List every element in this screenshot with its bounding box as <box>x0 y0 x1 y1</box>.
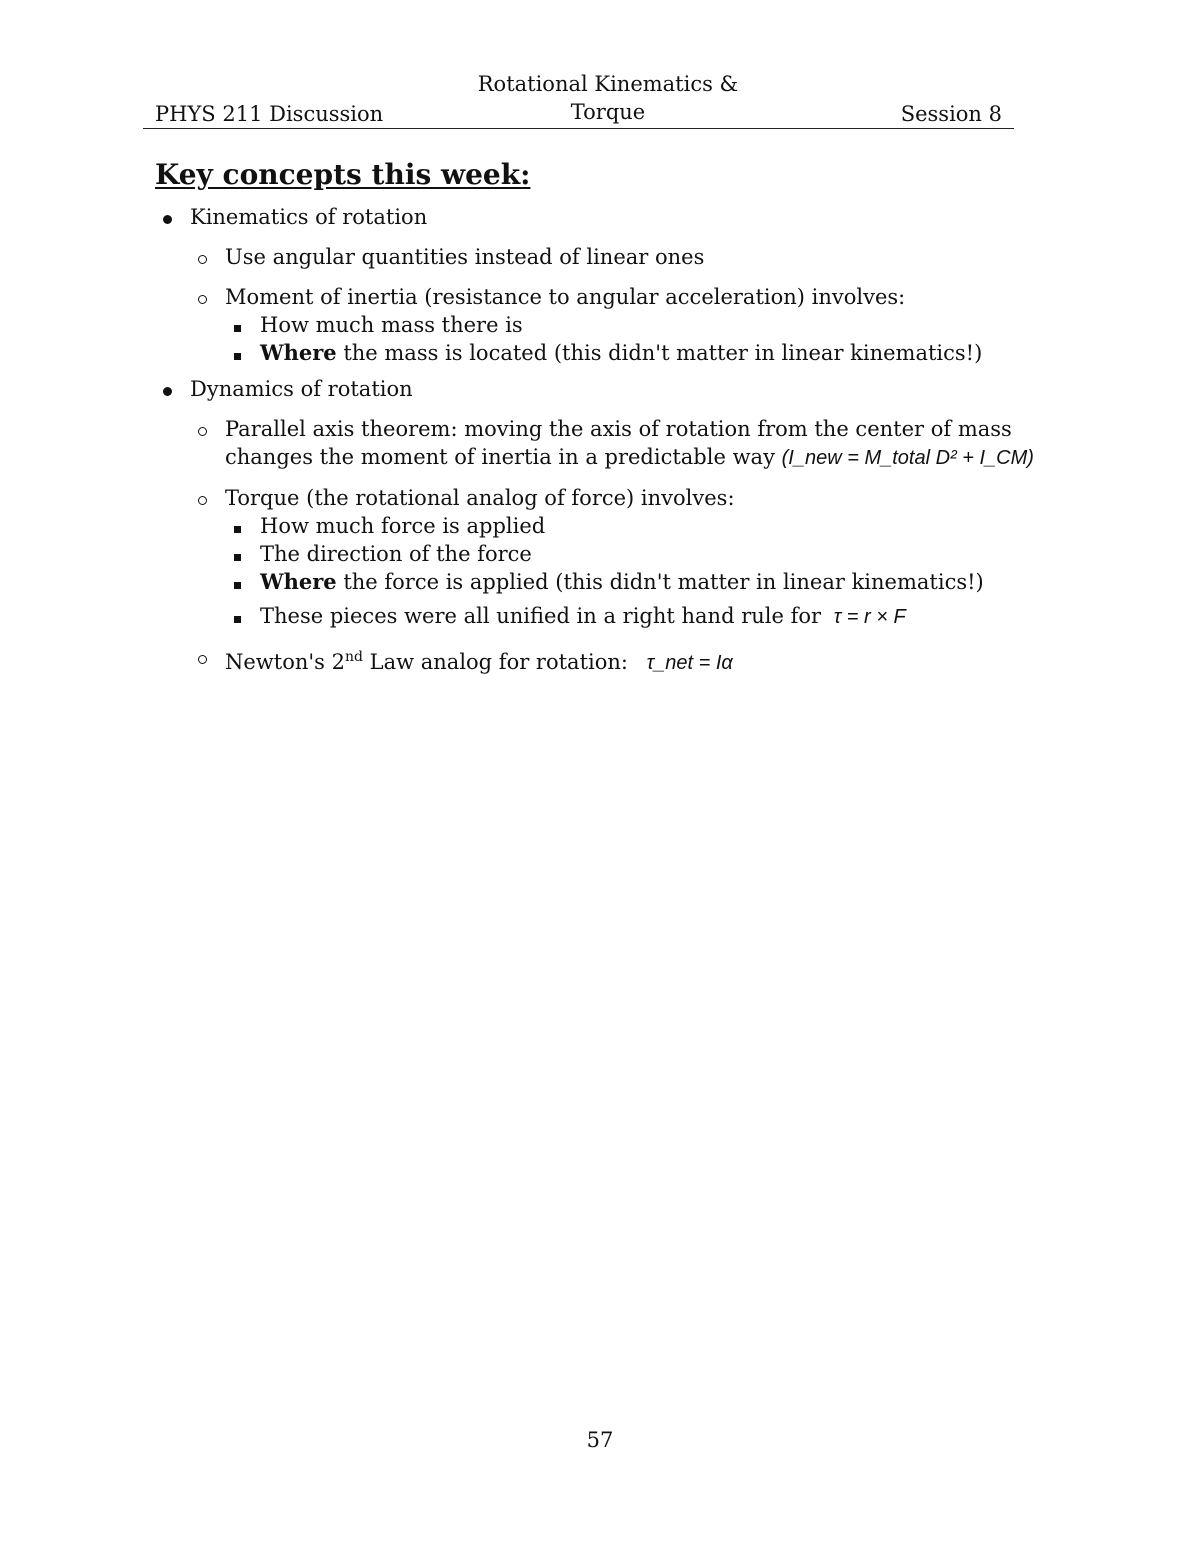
square-bullet-icon <box>225 311 249 339</box>
list-item-kinematics <box>155 203 1055 367</box>
sub-sub-item-text: These pieces were all unified in a right hand rule for <box>260 604 822 628</box>
circle-bullet-icon <box>190 243 214 271</box>
list-item-text: Dynamics of rotation <box>190 377 413 401</box>
circle-bullet-icon <box>190 484 214 512</box>
page-header <box>143 72 1014 129</box>
sub-sub-item-text: How much mass there is <box>260 313 523 337</box>
circle-bullet-icon <box>190 415 214 443</box>
parallel-axis-equation: (I_new = M_total D² + I_CM) <box>781 447 1034 469</box>
sub-item-text: Law analog for rotation: <box>362 650 628 674</box>
rotational-newton-equation: τ_net = Iα <box>646 652 733 674</box>
sub-item-text: Moment of inertia (resistance to angular acceleration) involves: <box>225 285 906 309</box>
emphasis-text: Where <box>260 569 337 594</box>
list-item-text: Kinematics of rotation <box>190 205 428 229</box>
sub-item-text: Parallel axis theorem: moving the axis of rotation from the center of mass changes the moment of inertia in a predictable way <box>225 417 1012 469</box>
square-bullet-icon <box>225 568 249 596</box>
square-bullet-icon <box>225 602 249 630</box>
page-number: 57 <box>586 1428 614 1452</box>
sub-item-text: Use angular quantities instead of linear ones <box>225 245 705 269</box>
list-item-dynamics <box>155 375 1055 677</box>
torque-cross-product-equation: τ = r × F <box>833 606 906 628</box>
key-concepts-list <box>155 203 1055 677</box>
sub-item-parallel-axis <box>190 415 1055 472</box>
sub-item-text: Newton's 2 <box>225 650 345 674</box>
square-bullet-icon <box>225 339 249 367</box>
sub-sub-item-text: How much force is applied <box>260 514 546 538</box>
section-heading: Key concepts this week: <box>155 158 531 191</box>
sub-item-text: Torque (the rotational analog of force) involves: <box>225 486 735 510</box>
bullet-icon <box>155 203 179 231</box>
emphasis-text: Where <box>260 340 337 365</box>
topic-title-line-2: Torque <box>570 100 646 124</box>
sub-item-newtons-second-law <box>190 643 1055 677</box>
sub-item-angular-quantities <box>190 243 1055 271</box>
bullet-icon <box>155 375 179 403</box>
sub-sub-item-text: The direction of the force <box>260 542 532 566</box>
sub-sub-item-force-location <box>225 568 1055 596</box>
sub-sub-item-force-direction <box>225 540 1055 568</box>
sub-sub-item-mass-amount <box>225 311 1055 339</box>
ordinal-superscript: nd <box>344 649 363 665</box>
sub-sub-item-mass-location <box>225 339 1055 367</box>
sub-sub-item-right-hand-rule <box>225 602 1055 631</box>
square-bullet-icon <box>225 540 249 568</box>
circle-bullet-icon <box>190 283 214 311</box>
sub-item-torque <box>190 484 1055 631</box>
circle-bullet-icon <box>190 643 214 671</box>
course-title: PHYS 211 Discussion <box>155 102 384 126</box>
square-bullet-icon <box>225 512 249 540</box>
session-label: Session 8 <box>900 102 1002 126</box>
sub-sub-item-text: the force is applied (this didn't matter in linear kinematics!) <box>336 570 984 594</box>
topic-title <box>453 70 763 126</box>
sub-sub-item-text: the mass is located (this didn't matter in linear kinematics!) <box>336 341 983 365</box>
sub-item-moment-of-inertia <box>190 283 1055 367</box>
sub-sub-item-force-amount <box>225 512 1055 540</box>
topic-title-line-1: Rotational Kinematics & <box>477 72 739 96</box>
